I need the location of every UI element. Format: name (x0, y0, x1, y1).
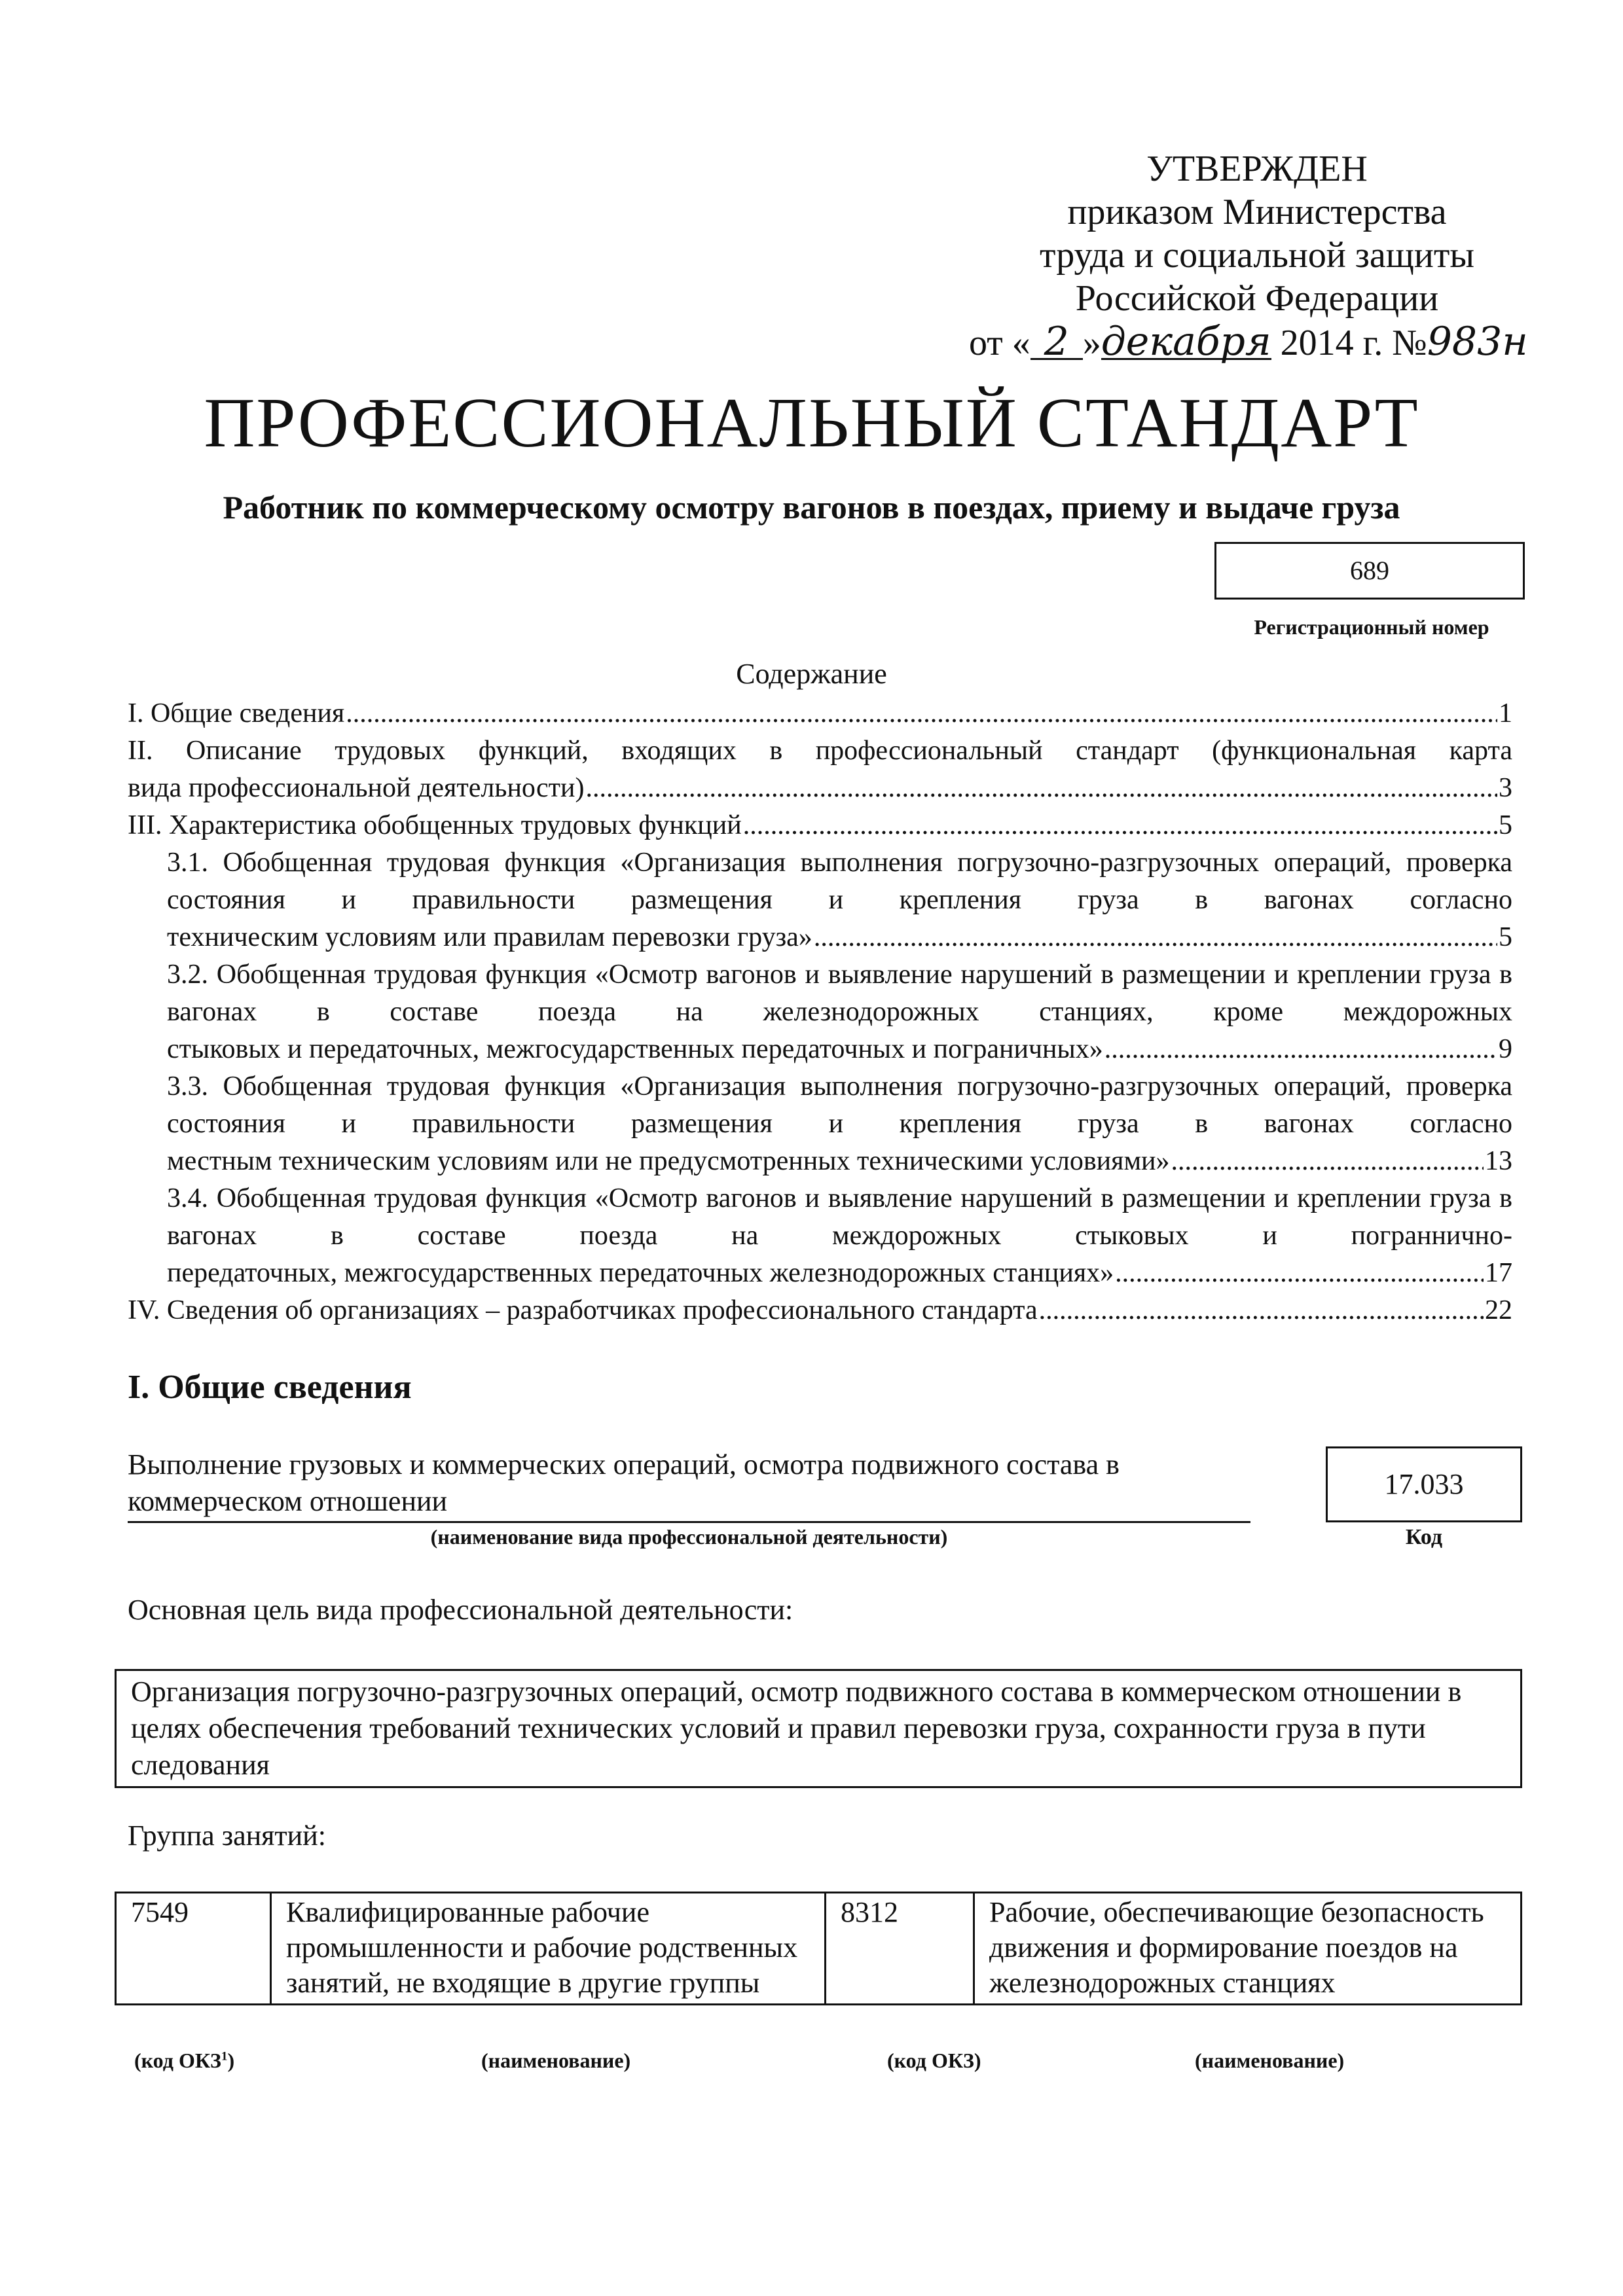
approval-line-federation: Российской Федерации (1075, 278, 1439, 319)
toc-item-page: 22 (1485, 1295, 1512, 1325)
activity-name: Выполнение грузовых и коммерческих операций, осмотра подвижного состава в коммерческом отношении (128, 1446, 1250, 1523)
okz-code-cell: 7549 (116, 1893, 271, 2005)
toc-item-text: техническим условиям или правилам перевозки груза» (167, 922, 812, 952)
toc-item-text: I. Общие сведения (128, 698, 345, 728)
toc-item-section-3-3[interactable] (167, 1068, 1512, 1180)
toc-item-text-lead: 3.1. Обобщенная трудовая функция «Организация выполнения погрузочно-разгрузочных операций, проверка состояния и правильности размещения и крепления груза в вагонах согласно (167, 848, 1512, 915)
approval-date-line (969, 320, 1545, 365)
page-title: ПРОФЕССИОНАЛЬНЫЙ СТАНДАРТ (204, 384, 1419, 462)
activity-name-caption: (наименование вида профессиональной деятельности) (430, 1525, 948, 1549)
approval-line-approved: УТВЕРЖДЕН (1146, 149, 1368, 189)
toc-item-page: 5 (1499, 810, 1512, 840)
toc-leader-dots (585, 770, 1497, 807)
toc-leader-dots (1171, 1143, 1484, 1180)
okz-code-cell: 8312 (826, 1893, 974, 2005)
toc-item-text: местным техническим условиям или не предусмотренных техническими условиями» (167, 1146, 1170, 1176)
toc-title: Содержание (736, 658, 887, 690)
table-of-contents (128, 695, 1512, 1329)
registration-number-caption: Регистрационный номер (1254, 615, 1489, 639)
table-row (116, 1893, 1522, 2005)
goal-box: Организация погрузочно-разгрузочных операций, осмотр подвижного состава в коммерческом отношении в целях обеспечения требований технических условий и правил перевозки груза, сохранности груза в пути следования (115, 1669, 1522, 1788)
okz-code-caption-close: ) (227, 2049, 235, 2072)
okz-code-caption: (код ОКЗ) (887, 2049, 981, 2072)
okz-code-caption-text: (код ОКЗ (134, 2049, 221, 2072)
toc-leader-dots (743, 807, 1497, 844)
toc-item-section-4[interactable] (128, 1292, 1512, 1329)
okz-name-cell: Рабочие, обеспечивающие безопасность движения и формирование поездов на железнодорожных станциях (974, 1893, 1522, 2005)
toc-leader-dots (1115, 1255, 1484, 1292)
toc-item-section-2[interactable] (128, 732, 1512, 807)
toc-item-text: стыковых и передаточных, межгосударственных передаточных и пограничных» (167, 1034, 1103, 1064)
toc-item-text-lead: 3.2. Обобщенная трудовая функция «Осмотр вагонов и выявление нарушений в размещении и креплении груза в вагонах в составе поезда на железнодорожных станциях, кроме междорожных (167, 960, 1512, 1027)
goal-label: Основная цель вида профессиональной деятельности: (128, 1594, 793, 1626)
toc-leader-dots (814, 919, 1497, 956)
toc-item-page: 5 (1499, 922, 1512, 952)
toc-item-page: 13 (1485, 1146, 1512, 1176)
okz-name-caption: (наименование) (481, 2049, 631, 2072)
toc-item-page: 1 (1499, 698, 1512, 728)
toc-item-text-lead: 3.4. Обобщенная трудовая функция «Осмотр вагонов и выявление нарушений в размещении и креплении груза в вагонах в составе поезда на междорожных стыковых и пограннично- (167, 1183, 1512, 1251)
toc-item-section-1[interactable] (128, 695, 1512, 732)
handwritten-month: декабря (1101, 319, 1271, 365)
toc-item-text: IV. Сведения об организациях – разработчиках профессионального стандарта (128, 1295, 1038, 1325)
okz-name-caption: (наименование) (1195, 2049, 1345, 2072)
toc-item-text: вида профессиональной деятельности) (128, 773, 585, 803)
handwritten-order-number: 983н (1427, 319, 1528, 365)
activity-code-caption: Код (1405, 1525, 1443, 1549)
toc-item-text: передаточных, межгосударственных передаточных железнодорожных станциях» (167, 1258, 1114, 1288)
activity-code-box: 17.033 (1326, 1446, 1522, 1522)
toc-item-text-lead: 3.3. Обобщенная трудовая функция «Организация выполнения погрузочно-разгрузочных операций, проверка состояния и правильности размещения и крепления груза в вагонах согласно (167, 1071, 1512, 1139)
toc-item-section-3-4[interactable] (167, 1180, 1512, 1292)
toc-item-text-lead: II. Описание трудовых функций, входящих в профессиональный стандарт (функциональная карта (128, 736, 1512, 766)
standard-subtitle: Работник по коммерческому осмотру вагонов в поездах, приему и выдаче груза (223, 489, 1400, 526)
approval-line-order: приказом Министерства (1067, 192, 1447, 232)
toc-item-section-3[interactable] (128, 807, 1512, 844)
approval-block (969, 147, 1545, 365)
okz-name-cell: Квалифицированные рабочие промышленности и рабочие родственных занятий, не входящие в другие группы (271, 1893, 826, 2005)
okz-code-caption (134, 2049, 234, 2073)
occupation-group-table (115, 1892, 1522, 2005)
toc-item-section-3-2[interactable] (167, 956, 1512, 1068)
registration-number-box: 689 (1214, 542, 1525, 600)
footnote-marker[interactable]: 1 (221, 2049, 228, 2064)
toc-item-page: 9 (1499, 1034, 1512, 1064)
toc-item-page: 3 (1499, 773, 1512, 803)
toc-item-page: 17 (1485, 1258, 1512, 1288)
occupation-group-label: Группа занятий: (128, 1820, 326, 1852)
toc-leader-dots (346, 695, 1497, 732)
date-prefix: от « (969, 323, 1030, 363)
toc-item-text: III. Характеристика обобщенных трудовых функций (128, 810, 742, 840)
date-year: 2014 г. № (1280, 323, 1427, 363)
approval-line-ministry: труда и социальной защиты (1040, 235, 1474, 276)
toc-leader-dots (1039, 1292, 1484, 1329)
section-heading: I. Общие сведения (128, 1369, 412, 1406)
date-mid: » (1082, 323, 1101, 363)
handwritten-day: 2 (1030, 325, 1083, 360)
toc-leader-dots (1104, 1031, 1497, 1068)
toc-item-section-3-1[interactable] (167, 844, 1512, 956)
